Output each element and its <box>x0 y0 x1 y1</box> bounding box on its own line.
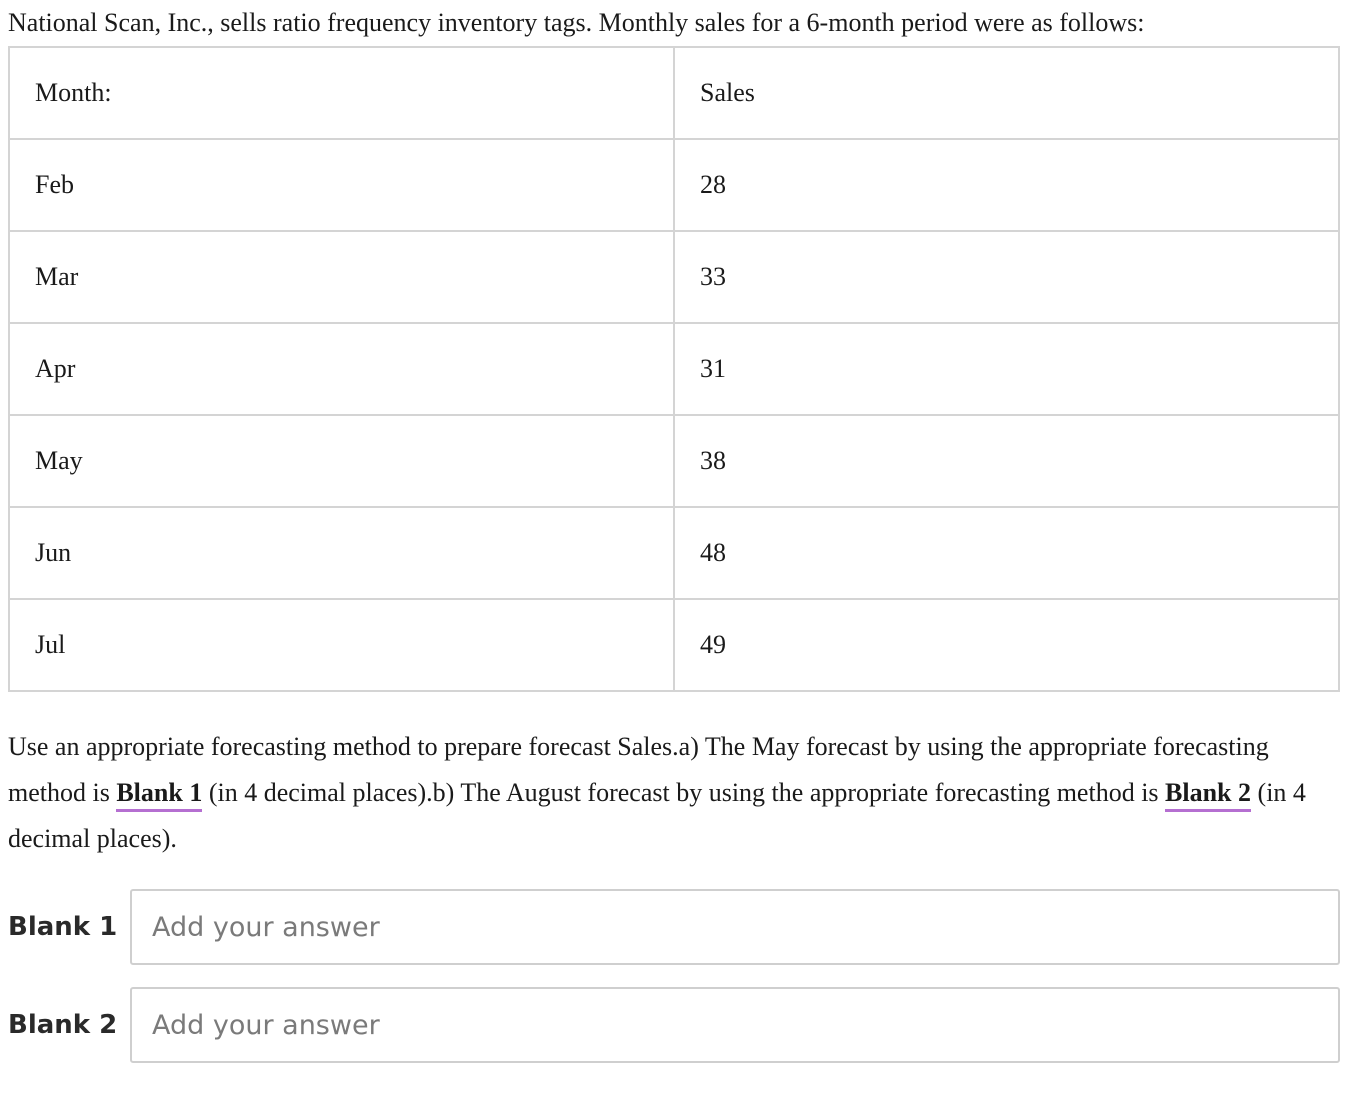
month-cell: Feb <box>9 139 674 231</box>
table-row <box>9 599 1339 691</box>
table-row <box>9 415 1339 507</box>
header-month: Month: <box>9 47 674 139</box>
blank2-reference: Blank 2 <box>1165 778 1251 812</box>
month-cell: Jul <box>9 599 674 691</box>
blank2-input[interactable] <box>130 987 1340 1063</box>
month-cell: May <box>9 415 674 507</box>
month-cell: Apr <box>9 323 674 415</box>
table-header-row <box>9 47 1339 139</box>
problem-intro: National Scan, Inc., sells ratio frequency inventory tags. Monthly sales for a 6-month period were as follows: <box>8 8 1145 37</box>
blank1-reference: Blank 1 <box>116 778 202 812</box>
blank1-answer-row <box>8 888 1340 966</box>
table-row <box>9 323 1339 415</box>
blank2-label: Blank 2 <box>8 1010 118 1040</box>
sales-cell: 31 <box>674 323 1339 415</box>
question-part3: (in 4 decimal places). <box>8 778 1306 853</box>
table-row <box>9 507 1339 599</box>
sales-table <box>8 46 1340 692</box>
blank1-label: Blank 1 <box>8 912 118 942</box>
sales-cell: 48 <box>674 507 1339 599</box>
blank1-input[interactable] <box>130 889 1340 965</box>
question-part1: Use an appropriate forecasting method to prepare forecast Sales.a) The May forecast by using the appropriate forecasting method is <box>8 732 1269 807</box>
month-cell: Jun <box>9 507 674 599</box>
table-row <box>9 139 1339 231</box>
blank2-answer-row <box>8 986 1340 1064</box>
sales-cell: 49 <box>674 599 1339 691</box>
question-text <box>8 724 1348 862</box>
month-cell: Mar <box>9 231 674 323</box>
question-part2: (in 4 decimal places).b) The August forecast by using the appropriate forecasting method is <box>202 778 1166 807</box>
table-row <box>9 231 1339 323</box>
sales-cell: 38 <box>674 415 1339 507</box>
sales-cell: 28 <box>674 139 1339 231</box>
sales-cell: 33 <box>674 231 1339 323</box>
header-sales: Sales <box>674 47 1339 139</box>
